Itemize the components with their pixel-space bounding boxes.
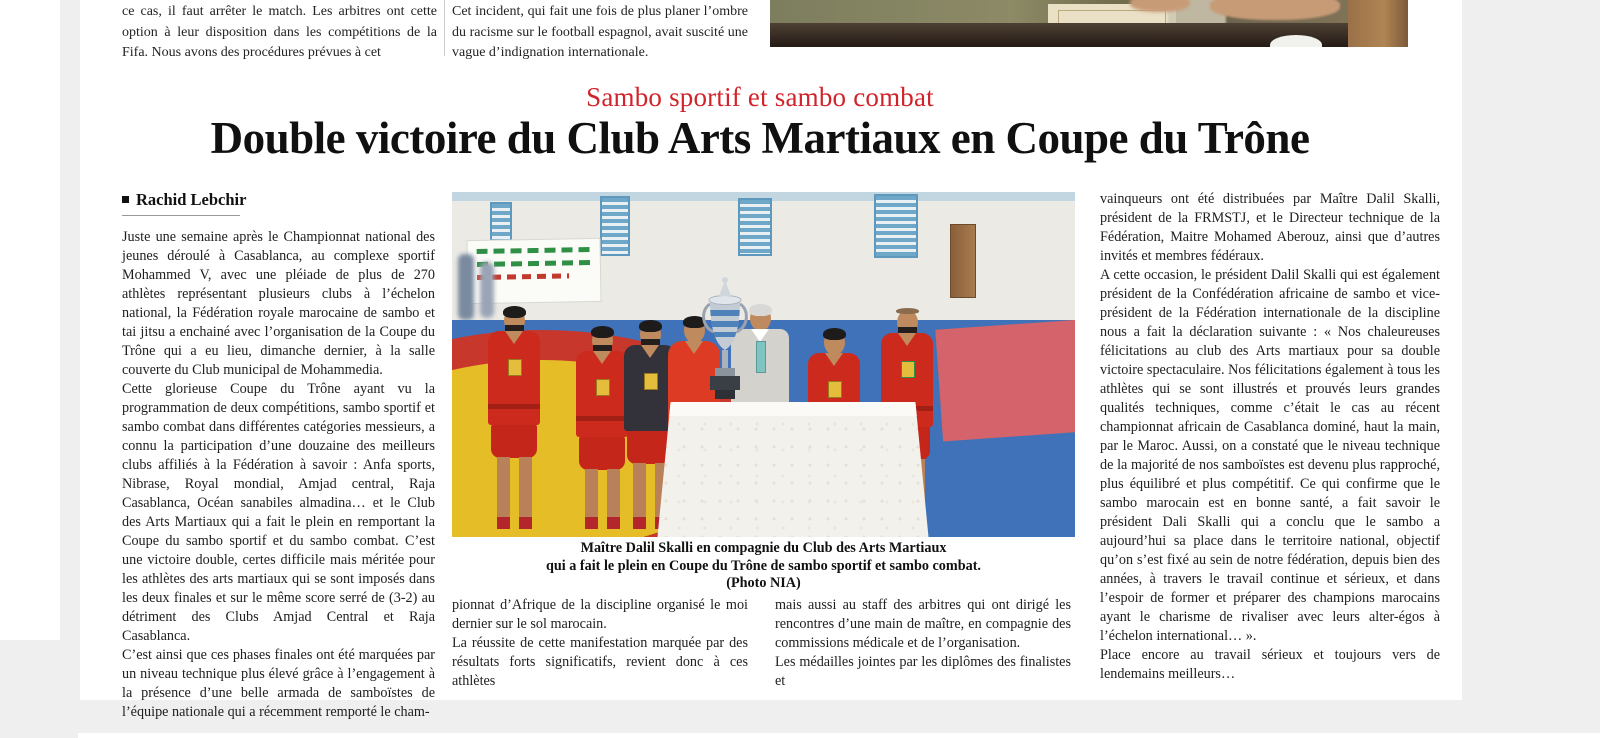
caption-line: (Photo NIA) <box>726 575 801 591</box>
photo-person <box>484 308 544 529</box>
caption-line: Maître Dalil Skalli en compagnie du Club des Arts Martiaux <box>580 540 947 556</box>
article-kicker: Sambo sportif et sambo combat <box>586 82 934 112</box>
paragraph: Place encore au travail sérieux et toujours vers de lendemains meilleurs… <box>1100 647 1440 682</box>
article-column-mid-left <box>452 596 748 691</box>
paragraph: Cette glorieuse Coupe du Trône ayant vu la programmation de deux compétitions, sambo sportif et sambo combat dans différentes catégories messieurs, a connu la participation d’une douzaine des meilleurs clubs affiliés à la Fédération à savoir : Anfa sports, Nibrase, Royal mondial, Amjad central, Raja Casablanca, Océan sanabiles almadina… et le Club des Arts Martiaux qui a fait le plein en remportant la Coupe du sambo sportif et du sambo combat. C’est une victoire double, certes difficile mais méritée pour les athlètes des arts martiaux qui se sont imposés dans les deux finales et sur le même score serré de (3-2) au détriment des Clubs Amjad Central et Raja Casablanca. <box>122 381 435 644</box>
article-column-right <box>1100 190 1440 684</box>
newspaper-page <box>80 0 1462 720</box>
paragraph: Les médailles jointes par les diplômes des finalistes et <box>775 654 1071 689</box>
byline-bullet-icon <box>122 196 129 203</box>
window-shape <box>738 198 772 256</box>
next-page-edge <box>78 733 1600 738</box>
top-photo-fragment <box>770 0 1408 47</box>
caption-line: qui a fait le plein en Coupe du Trône de sambo sportif et sambo combat. <box>546 557 981 574</box>
column-divider <box>444 0 445 56</box>
paragraph: Juste une semaine après le Championnat national des jeunes déroulé à Casablanca, au complexe sportif Mohammed V, avec une pléiade de plus de 270 athlètes représentant plusieurs clubs à l’échelon national, la Fédération royale marocaine de sambo et tai jitsu a enchainé avec l’organisation de la Coupe du Trône qui a eu lieu, dimanche dernier, à la salle couverte du Club municipal de Mohammedia. <box>122 229 435 378</box>
paragraph: A cette occasion, le président Dalil Skalli qui est également président de la Confédération africaine de sambo et vice-président de la Fédération internationale de la discipline nous a fait la déclaration suivante : « Nos chaleureuses félicitations au club des Arts martiaux pour sa double victoire spectaculaire. Nos félicitations également à tous les athlètes qui se sont illustrés et prouvés leurs grandes qualités techniques, comme c’était le cas au récent championnat africain de Casablanca dominé, haut la main, par le Maroc. Aussi, on a constaté que le niveau technique de la majorité de nos samboïstes est devenu plus rapproché, plus équilibré et plus compétitif. Ce qui confirme que le sambo marocain est en bonne santé, a fait savoir le président Dali Skalli qui a conclu que le sambo a aujourd’hui sa place dans le territoire national, objectif qu’on s’est fixé au sein de notre fédération, depuis bien des années, à travers le travail continue et sérieux, et dans l’espoir de former et préparer des champions marocains ayant le charisme de rivaliser avec leurs alter-égos à l’échelon international… ». <box>1100 267 1440 644</box>
article-column-left <box>122 228 435 722</box>
byline <box>122 190 246 216</box>
hand-shape <box>1210 0 1340 20</box>
paragraph: vainqueurs ont été distribuées par Maître Dalil Skalli, président de la FRMSTJ, et le Directeur technique de la Fédération, Maitre Mohamed Aberouz, ainsi que d’autres invités et membres fédéraux. <box>1100 191 1440 264</box>
prev-article-fragment-right: Cet incident, qui fait une fois de plus planer l’ombre du racisme sur le football espagnol, avait suscité une vague d’indignation internationale. <box>452 4 748 60</box>
byline-rule <box>122 215 240 216</box>
trophy-table-shape <box>657 402 929 537</box>
byline-author: Rachid Lebchir <box>136 190 247 209</box>
article-photo <box>452 192 1075 537</box>
window-shape <box>874 194 918 258</box>
door-shape <box>950 224 976 298</box>
paragraph: La réussite de cette manifestation marquée par des résultats forts significatifs, revient donc à ces athlètes <box>452 635 748 689</box>
prev-article-fragment-left: ce cas, il faut arrêter le match. Les arbitres ont cette option à leur disposition dans les compétitions de la Fifa. Nous avons des procédures prévues à cet <box>122 4 437 60</box>
window-shape <box>600 196 630 256</box>
article-headline: Double victoire du Club Arts Martiaux en Coupe du Trône <box>210 113 1310 163</box>
mat-pink-corner <box>935 319 1075 442</box>
paragraph: C’est ainsi que ces phases finales ont été marquées par un niveau technique plus élevé grâce à l’engagement à la présence d’une belle armada de samboïstes de l’équipe nationale qui a récemment remporté le cham- <box>122 647 435 720</box>
trophy-cup-shape <box>702 276 748 411</box>
paragraph: mais aussi au staff des arbitres qui ont dirigé les rencontres d’une main de maître, en compagnie des commissions médicale et de l’organisation. <box>775 597 1071 651</box>
adjacent-page-edge <box>0 0 60 640</box>
paragraph: pionnat d’Afrique de la discipline organisé le moi dernier sur le sol marocain. <box>452 597 748 632</box>
background-person-shape <box>458 254 474 320</box>
wood-panel-shape <box>1348 0 1408 47</box>
photo-caption <box>452 540 1075 593</box>
article-column-mid-right <box>775 596 1071 691</box>
